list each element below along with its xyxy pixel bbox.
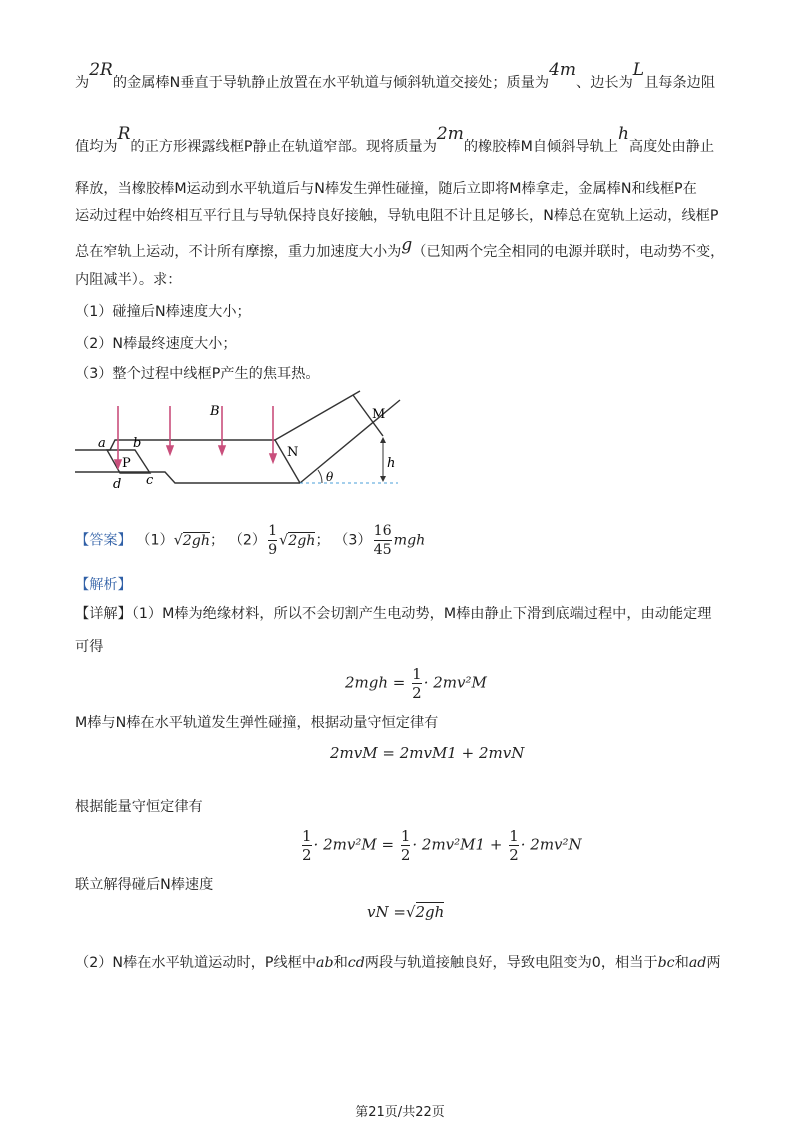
text: （1）M棒为绝缘材料，所以不会切割产生电动势，M棒由静止下滑到底端过程中，由动能定理 (131, 606, 712, 622)
numerator: 1 (268, 523, 278, 539)
math-2R: 2R (89, 60, 113, 80)
answer-1: 2gh (182, 532, 210, 549)
text: 总在窄轨上运动，不计所有摩擦，重力加速度大小为 (75, 244, 402, 260)
detail-line-6 (75, 953, 721, 973)
text: 两段与轨道接触良好，导致电阻变为0，相当于 (364, 955, 658, 971)
problem-line-1 (75, 60, 716, 93)
eq1-fraction (412, 665, 422, 702)
math-h: h (617, 124, 629, 144)
numerator: 1 (400, 827, 411, 845)
label-h: h (387, 456, 396, 471)
text: （已知两个完全相同的电源并联时，电动势不变， (412, 244, 725, 260)
problem-line-4: 运动过程中始终相互平行且与导轨保持良好接触，导轨电阻不计且足够长，N棒总在宽轨上运动，线框P (75, 208, 719, 224)
label-c: c (146, 473, 154, 488)
eq3-frac-1 (302, 827, 312, 864)
incline-rail-1 (275, 391, 360, 440)
math-ab: ab (316, 955, 334, 971)
math-bc: bc (657, 955, 675, 971)
page-footer: 第21页/共22页 (355, 1105, 445, 1120)
label-M: M (372, 407, 386, 422)
separator: ； (209, 532, 225, 549)
answer-tag: 【答案】 (75, 532, 132, 549)
answer-2-radicand: 2gh (288, 532, 316, 549)
label-P: P (122, 456, 131, 471)
label-a: a (98, 436, 106, 451)
denominator: 45 (373, 542, 392, 558)
label-b: b (133, 436, 142, 451)
text: 且每条边阻 (644, 75, 716, 91)
equation-3 (300, 827, 582, 864)
text: 为 (75, 75, 90, 91)
eq4-lhs: vN = (367, 903, 406, 921)
eq1-rhs: · 2mv²M (423, 673, 487, 692)
text: （2）N棒在水平轨道运动时，P线框中 (75, 955, 317, 971)
math-2m: 2m (436, 124, 464, 144)
question-3: （3）整个过程中线框P产生的焦耳热。 (75, 366, 320, 382)
label-B: B (210, 404, 220, 419)
eq3-term-2: · 2mv²M1 + (412, 835, 503, 854)
math-g: g (401, 235, 413, 255)
problem-line-2 (75, 124, 715, 157)
eq1-lhs: 2mgh = (345, 673, 406, 692)
problem-line-3: 释放，当橡胶棒M运动到水平轨道后与N棒发生弹性碰撞，随后立即将M棒拿走，金属棒N和线框P在 (75, 181, 697, 197)
detail-line-2: 可得 (75, 639, 104, 655)
text: 和 (333, 955, 348, 971)
answer-part-1: （1） (136, 532, 174, 549)
eq3-frac-3 (509, 827, 519, 864)
numerator: 1 (412, 665, 422, 683)
lower-rail (75, 472, 300, 483)
eq3-term-3: · 2mv²N (520, 835, 582, 854)
text: 和 (674, 955, 689, 971)
numerator: 1 (509, 827, 519, 845)
denominator: 2 (400, 846, 411, 864)
numerator: 16 (373, 523, 392, 539)
text: 值均为 (75, 139, 118, 155)
text: 的橡胶棒M自倾斜导轨上 (463, 139, 618, 155)
text: 的金属棒N垂直于导轨静止放置在水平轨道与倾斜轨道交接处；质量为 (112, 75, 550, 91)
math-ad: ad (688, 955, 707, 971)
denominator: 9 (268, 542, 278, 558)
denominator: 2 (509, 846, 519, 864)
label-N: N (287, 445, 299, 460)
detail-line-4: 根据能量守恒定律有 (75, 799, 203, 815)
eq4-radicand: 2gh (415, 903, 445, 921)
problem-line-5 (75, 235, 725, 262)
label-d: d (113, 477, 122, 492)
math-R: R (117, 124, 131, 144)
question-1: （1）碰撞后N棒速度大小； (75, 304, 251, 320)
separator: ； (315, 532, 330, 549)
eq3-frac-2 (401, 827, 411, 864)
rail-diagram (70, 388, 410, 498)
detail-line-5: 联立解得碰后N棒速度 (75, 877, 214, 893)
text: 、边长为 (576, 75, 633, 91)
label-theta: θ (326, 470, 334, 484)
answer-line: 【答案】 （1）√2gh； （2） $\frac{1}{9}$ √2gh； （3） $\frac{16}{45}$ mgh (75, 523, 426, 558)
answer-part-2: （2） (228, 532, 267, 549)
text: 两 (706, 955, 721, 971)
analysis-tag: 【解析】 (75, 577, 132, 593)
detail-tag: 【详解】 (75, 606, 132, 622)
math-cd: cd (347, 955, 365, 971)
equation-1 (345, 665, 487, 702)
denominator: 2 (412, 684, 422, 702)
detail-line-3: M棒与N棒在水平轨道发生弹性碰撞，根据动量守恒定律有 (75, 715, 439, 731)
equation-2: 2mvM = 2mvM1 + 2mvN (330, 744, 525, 762)
answer-3-tail: mgh (393, 532, 426, 549)
numerator: 1 (302, 827, 312, 845)
math-4m: 4m (549, 60, 577, 80)
eq3-term-1: · 2mv²M = (313, 835, 395, 854)
answer-3-fraction (374, 522, 392, 559)
arrow-down (380, 476, 386, 482)
text: 的正方形裸露线框P静止在轨道窄部。现将质量为 (130, 139, 437, 155)
math-L: L (632, 60, 645, 80)
question-2: （2）N棒最终速度大小； (75, 336, 237, 352)
answer-part-3: （3） (334, 532, 372, 549)
detail-line-1 (75, 604, 712, 624)
text: 高度处由静止 (628, 139, 715, 155)
denominator: 2 (302, 846, 312, 864)
answer-2-fraction (268, 522, 277, 559)
equation-4: vN =√2gh (367, 903, 445, 921)
problem-line-6: 内阻减半）。求： (75, 272, 182, 288)
